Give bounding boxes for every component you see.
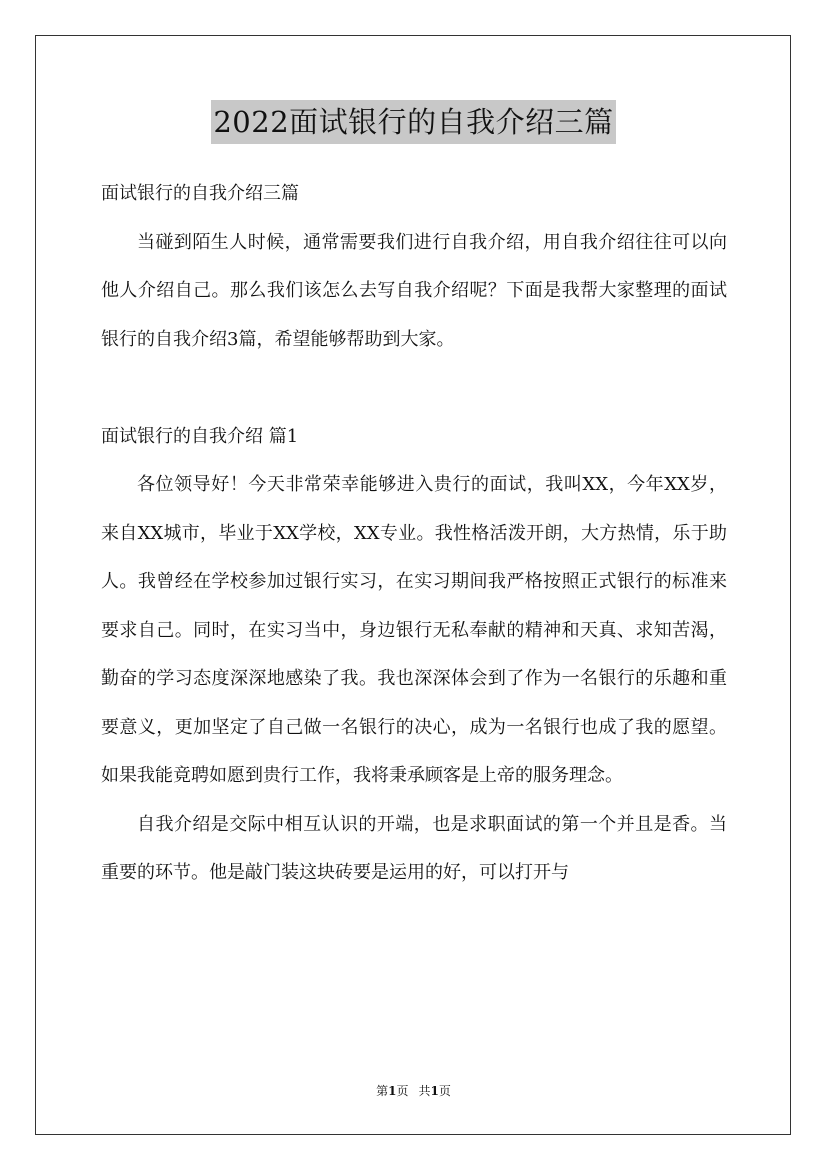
section-heading: 面试银行的自我介绍 篇1	[101, 425, 299, 447]
total-pages: 1	[430, 1084, 439, 1098]
page-number: 1	[388, 1084, 397, 1098]
paragraph-spacer	[101, 364, 727, 413]
page-suffix: 页	[396, 1084, 409, 1098]
total-suffix: 页	[438, 1084, 451, 1098]
intro-paragraph: 当碰到陌生人时候，通常需要我们进行自我介绍，用自我介绍往往可以向他人介绍自己。那么我们该怎么去写自我介绍呢？下面是我帮大家整理的面试银行的自我介绍3篇，希望能够帮助到大家。	[101, 231, 727, 350]
page-footer	[0, 1082, 827, 1099]
total-prefix: 共	[418, 1084, 431, 1098]
page-prefix: 第	[376, 1084, 389, 1098]
document-title: 2022面试银行的自我介绍三篇	[211, 100, 615, 144]
document-body	[101, 170, 727, 898]
body-paragraph: 各位领导好！今天非常荣幸能够进入贵行的面试，我叫XX，今年XX岁，来自XX城市，毕业于XX学校，XX专业。我性格活泼开朗，大方热情，乐于助人。我曾经在学校参加过银行实习，在实习期间我严格按照正式银行的标准来要求自己。同时，在实习当中，身边银行无私奉献的精神和天真、求知苦渴，勤奋的学习态度深深地感染了我。我也深深体会到了作为一名银行的乐趣和重要意义，更加坚定了自己做一名银行的决心，成为一名银行也成了我的愿望。如果我能竟聘如愿到贵行工作，我将秉承顾客是上帝的服务理念。	[101, 474, 727, 786]
body-paragraph: 自我介绍是交际中相互认识的开端，也是求职面试的第一个并且是香。当重要的环节。他是敲门装这块砖要是运用的好，可以打开与	[101, 813, 727, 883]
title-container	[0, 100, 827, 144]
document-subtitle: 面试银行的自我介绍三篇	[101, 183, 299, 204]
